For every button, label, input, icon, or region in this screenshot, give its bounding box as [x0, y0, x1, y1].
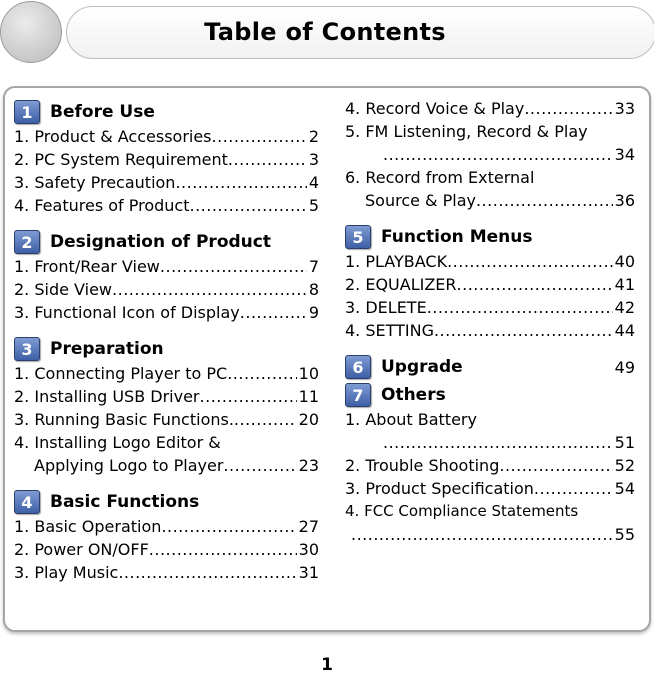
toc-entry[interactable]: 4. SETTING ..... 44 [345, 319, 635, 342]
toc-entry[interactable]: 2. EQUALIZER ..... 41 [345, 273, 635, 296]
toc-entry[interactable]: 2. PC System Requirement ..... 3 [14, 148, 319, 171]
section-number-icon: 1 [14, 100, 40, 124]
section-heading-function-menus[interactable] [345, 224, 635, 250]
section-heading-basic-functions[interactable] [14, 489, 319, 515]
toc-entry[interactable]: 1. Connecting Player to PC ..... 10 [14, 362, 319, 385]
section-title: Before Use [50, 102, 155, 122]
toc-entry-continuation[interactable]: Source & Play ..... 36 [345, 189, 635, 212]
toc-entry[interactable]: 6. Record from External [345, 168, 535, 187]
toc-entry[interactable]: 5. FM Listening, Record & Play [345, 122, 588, 141]
toc-entry[interactable]: 3. Play Music ..... 31 [14, 561, 319, 584]
toc-entry[interactable]: 3. Functional Icon of Display ..... 9 [14, 301, 319, 324]
section-title: Preparation [50, 339, 164, 359]
section-number-icon: 3 [14, 337, 40, 361]
toc-left-column [14, 97, 319, 584]
section-heading-preparation[interactable] [14, 336, 319, 362]
page-title: Table of Contents [204, 18, 446, 46]
toc-entry[interactable]: 2. Trouble Shooting ..... 52 [345, 454, 635, 477]
header-circle-decoration [0, 1, 62, 63]
toc-right-column [345, 97, 635, 546]
section-page: 49 [614, 357, 635, 377]
section-heading-others[interactable] [345, 382, 635, 408]
section-number-icon: 7 [345, 383, 371, 407]
section-number-icon: 5 [345, 225, 371, 249]
section-heading-before-use[interactable] [14, 99, 319, 125]
section-heading-upgrade[interactable] [345, 354, 635, 380]
toc-entry-continuation[interactable]: ..... 55 [345, 523, 635, 546]
toc-entry[interactable]: 1. Basic Operation ..... 27 [14, 515, 319, 538]
section-title: Basic Functions [50, 492, 200, 512]
toc-entry[interactable]: 2. Installing USB Driver ..... 11 [14, 385, 319, 408]
toc-entry[interactable]: 4. Features of Product ..... 5 [14, 194, 319, 217]
section-title: Designation of Product [50, 232, 271, 252]
toc-entry[interactable]: 3. Safety Precaution ..... 4 [14, 171, 319, 194]
section-number-icon: 2 [14, 230, 40, 254]
toc-entry[interactable]: 3. Product Specification ..... 54 [345, 477, 635, 500]
page-number: 1 [321, 655, 333, 675]
toc-entry-continuation[interactable]: ..... 34 [345, 143, 635, 166]
toc-entry[interactable]: 4. FCC Compliance Statements [345, 502, 579, 520]
section-title: Function Menus [381, 227, 533, 247]
toc-entry[interactable]: 2. Power ON/OFF ..... 30 [14, 538, 319, 561]
section-title: Upgrade [381, 357, 463, 377]
section-heading-designation[interactable] [14, 229, 319, 255]
toc-entry[interactable]: 3. Running Basic Functions. ..... 20 [14, 408, 319, 431]
toc-entry[interactable]: 4. Record Voice & Play ..... 33 [345, 97, 635, 120]
toc-entry[interactable]: 1. PLAYBACK ..... 40 [345, 250, 635, 273]
section-number-icon: 4 [14, 490, 40, 514]
section-number-icon: 6 [345, 355, 371, 379]
toc-entry-continuation[interactable]: ..... 51 [345, 431, 635, 454]
toc-entry[interactable]: 4. Installing Logo Editor & [14, 433, 221, 452]
toc-entry[interactable]: 2. Side View ..... 8 [14, 278, 319, 301]
section-title: Others [381, 385, 446, 405]
toc-entry[interactable]: 1. Front/Rear View ..... 7 [14, 255, 319, 278]
toc-entry[interactable]: 3. DELETE ..... 42 [345, 296, 635, 319]
toc-entry[interactable]: 1. About Battery [345, 410, 477, 429]
toc-entry-continuation[interactable]: Applying Logo to Player ..... 23 [14, 454, 319, 477]
toc-entry[interactable]: 1. Product & Accessories ..... 2 [14, 125, 319, 148]
